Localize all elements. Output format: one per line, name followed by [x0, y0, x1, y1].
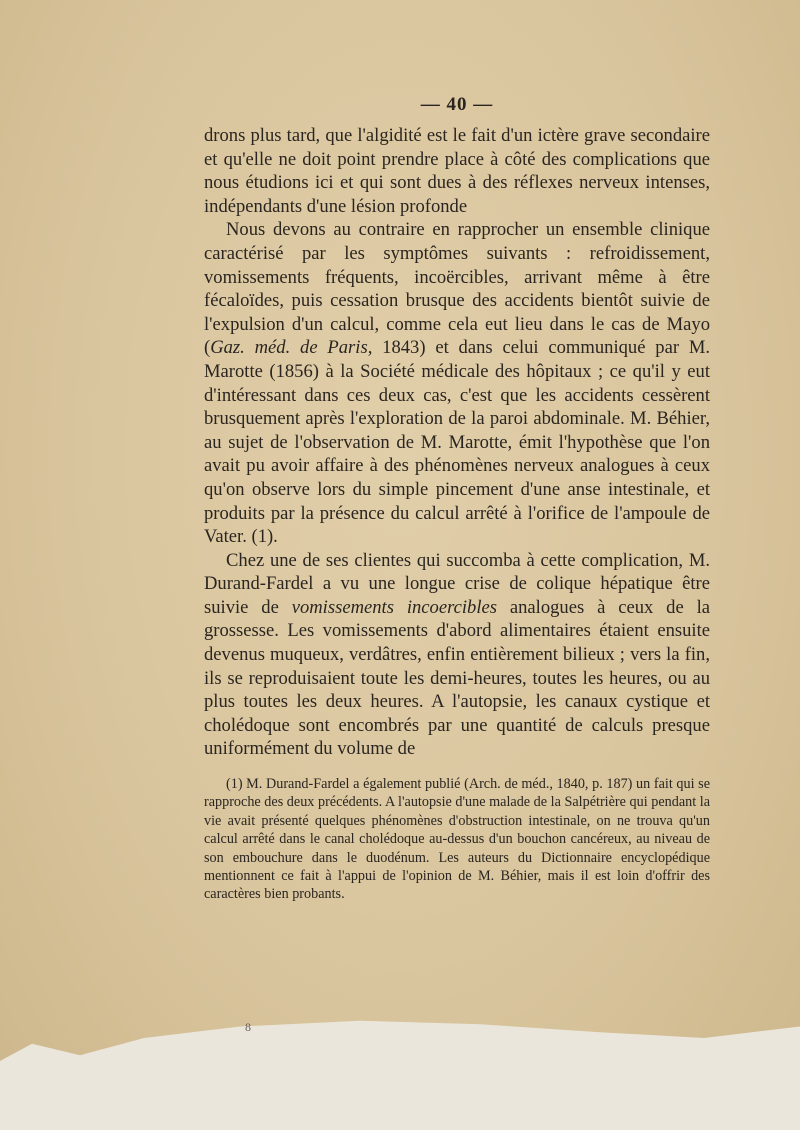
page-number: — 40 — [420, 94, 494, 115]
citation-gazette: Gaz. méd. de Paris, [210, 337, 373, 359]
paragraph-2-end: 1843) et dans celui communiqué par M. Marotte (1856) à la Société médicale des hôpitaux ; ce qu'il y eut d'intéressant dans ces deux cas, c'est que les accidents cessèrent brusquement après l'exploration de la paroi abdominale. M. Béhier, au sujet de l'observation de M. Marotte, émit l'hypothèse que l'on avait pu avoir affaire à des phénomènes nerveux analogues à ceux qu'on observe lors du simple pincement d'une anse intestinale, et produits par la présence du calcul arrêté à l'orifice de l'ampoule de Vater. (1). [204, 337, 710, 548]
page-text [204, 94, 710, 904]
paragraph-3-end: analogues à ceux de la grossesse. Les vomissements d'abord alimentaires étaient ensuite devenus muqueux, verdâtres, enfin entièrement bilieux ; vers la fin, ils se reproduisaient toute les demi-heures, toutes les heures, ou au plus toutes les deux heures. A l'autopsie, les canaux cystique et cholédoque sont encombrés par une quantité de calculs presque uniformément du volume de [204, 596, 710, 760]
paragraph-1-text: drons plus tard, que l'algidité est le fait d'un ictère grave secondaire et qu'elle ne doit point prendre place à côté des complications que nous étudions ici et qui sont dues à des réflexes nerveux intenses, indépendants d'une lésion profonde [204, 125, 710, 217]
paragraph-2-start: Nous devons au contraire en rapprocher un ensemble clinique caractérisé par les symptômes suivants : refroidissement, vomissements fréquents, incoërcibles, arrivant même à être fécaloïdes, puis cessation brusque des accidents bientôt suivie de l'expulsion d'un calcul, comme cela eut lieu dans le cas de Mayo ( [204, 219, 710, 359]
paragraph-2 [204, 218, 710, 548]
emphasis-vomissements: vomissements incoercibles [291, 596, 497, 618]
footnote-separator [204, 761, 710, 775]
paragraph-3-start: Chez une de ses clientes qui succomba à cette complication, M. Durand-Fardel a vu une longue crise de colique hépatique être suivie de [204, 549, 710, 618]
footnote: (1) M. Durand-Fardel a également publié (Arch. de méd., 1840, p. 187) un fait qui se rapproche des deux précédents. A l'autopsie d'une malade de la Salpétrière qui pendant la vie avait présenté quelques phénomènes d'obstruction intestinale, on ne trouva qu'un calcul arrêté dans le canal cholédoque au-dessus d'un bouchon cancéreux, au niveau de son embouchure dans le duodénum. Les auteurs du Dictionnaire encyclopédique mentionnent ce fait à l'appui de l'opinion de M. Béhier, mais il est loin d'offrir des caractères bien probants. [204, 776, 710, 903]
paragraph-1 [204, 124, 710, 218]
signature-mark: 8 [245, 1020, 251, 1034]
paragraph-3 [204, 549, 710, 761]
